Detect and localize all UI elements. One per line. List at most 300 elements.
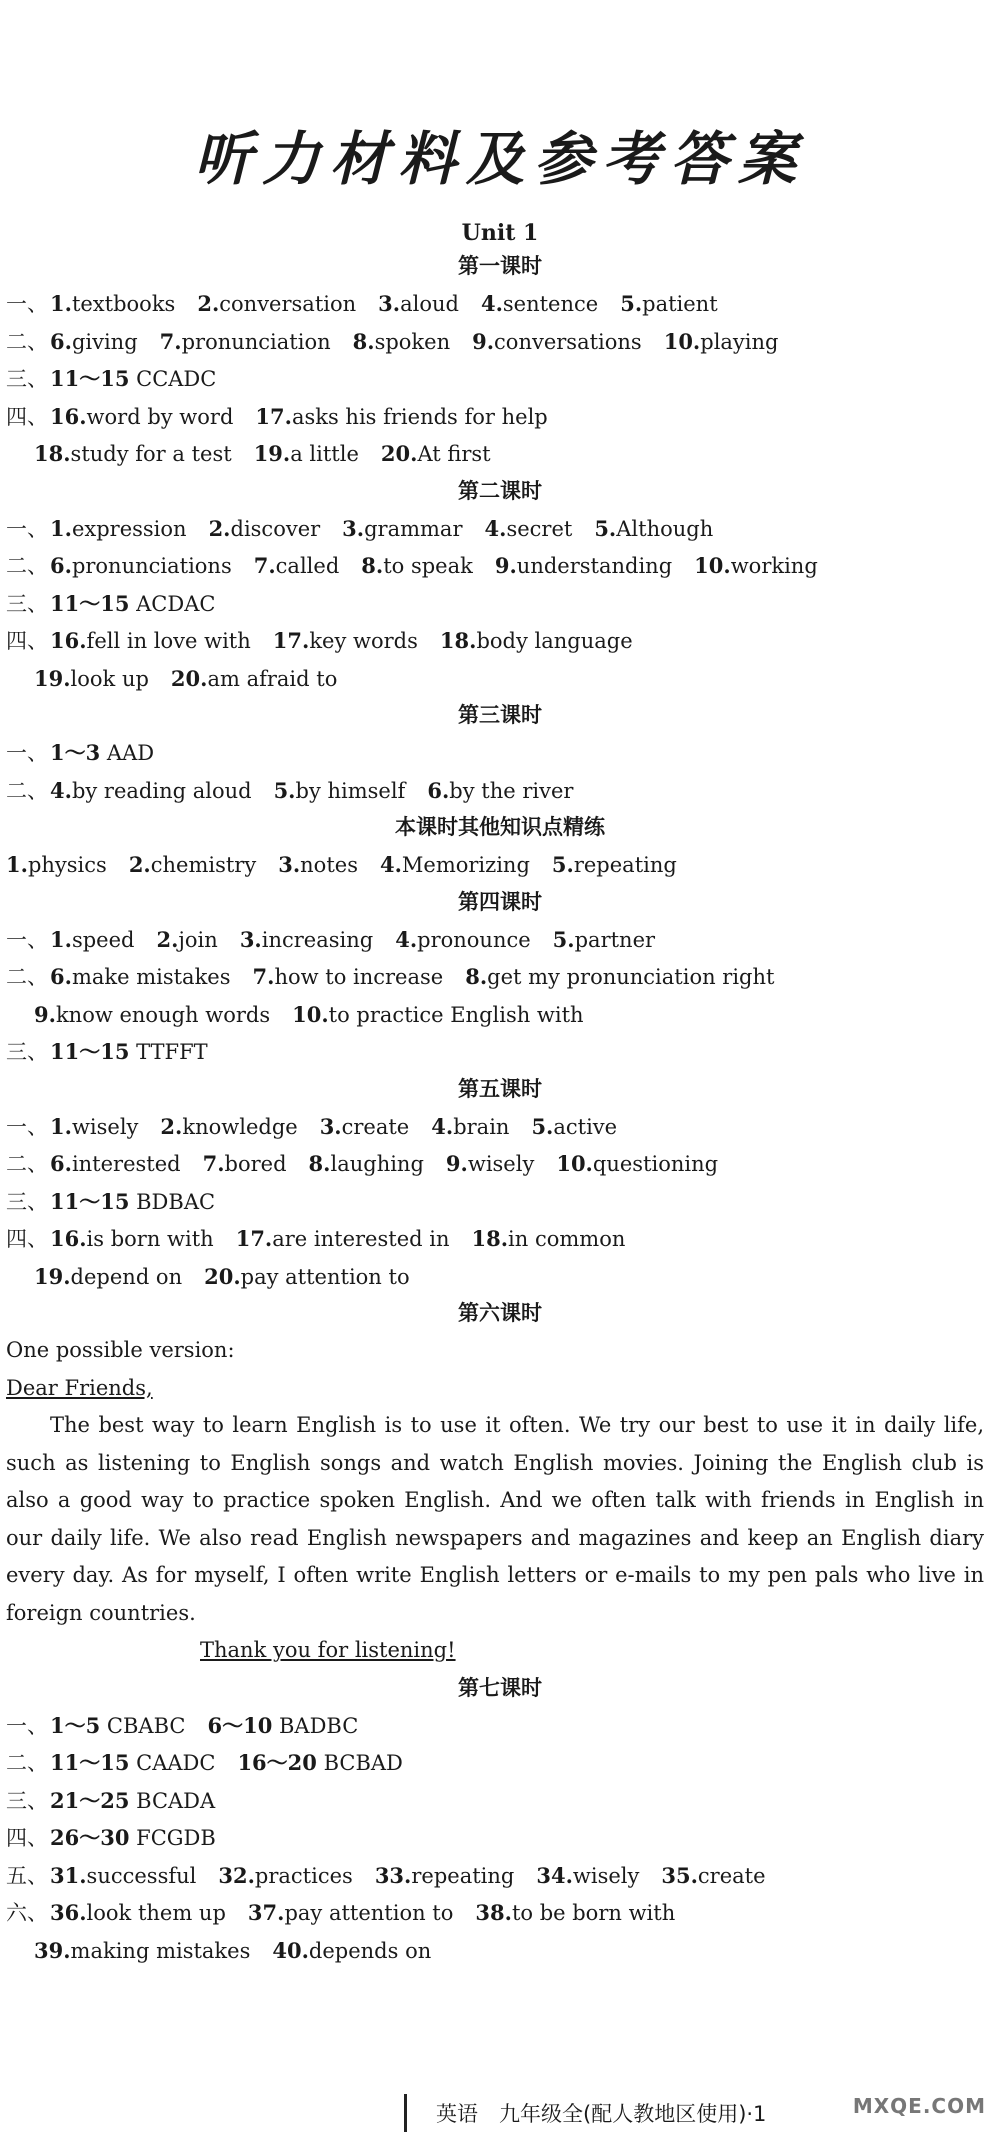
answer-item [50,1190,215,1214]
answer-text: making mistakes [70,1938,251,1963]
question-group-label: 三、 [6,1040,48,1064]
question-number: 31. [50,1862,87,1888]
question-number: 5. [620,291,643,316]
question-number: 8. [352,328,375,354]
answer-item [446,1152,534,1176]
lesson-heading: 第四课时 [458,889,542,914]
question-number: 7. [159,328,182,354]
question-number: 10. [663,328,701,354]
question-group-label: 二、 [6,1152,48,1176]
answer-row [0,435,1000,473]
answer-row [0,1707,1000,1745]
question-number: 11～15 [50,1750,130,1775]
question-number: 35. [661,1862,698,1888]
answer-row [0,846,1000,884]
answer-item [160,330,331,354]
answer-text: make mistakes [71,965,231,989]
answer-item [50,1115,138,1139]
answer-text: study for a test [70,442,232,466]
essay-closing: Thank you for listening! [200,1638,456,1662]
answer-row [0,1033,1000,1071]
answer-text: to practice English with [328,1002,584,1027]
essay-body: The best way to learn English is to use it often. We try our best to use it in daily life, such as listening to English songs and watch English movies. Joining the English club is also a good way to practice spoken English. And we often talk with friends in English in our daily life. We also read English newspapers and magazines and keep an English diary every day. As for myself, I often write English letters or e-mails to my pen pals who live in foreign countries. [6,1413,984,1625]
question-number: 3. [319,1113,342,1139]
answer-item [50,517,187,541]
question-number: 9. [472,328,495,354]
question-number: 4. [484,515,507,541]
answer-row [0,1932,1000,1970]
answer-text: AAD [100,741,155,765]
question-group-label: 二、 [6,329,48,354]
answer-row [0,510,1000,548]
question-number: 38. [475,1900,512,1925]
question-number: 20. [204,1263,241,1289]
answer-text: wisely [572,1863,640,1888]
answer-text: CCADC [129,367,217,391]
answer-row [0,1744,1000,1782]
unit-title: Unit 1 [461,220,539,246]
question-number: 33. [374,1862,412,1888]
answer-text: textbooks [71,292,176,316]
question-group-label: 二、 [6,778,48,803]
answer-text: bored [224,1152,287,1176]
answer-text: depend on [70,1264,183,1289]
question-number: 6. [50,964,72,989]
question-number: 19. [34,665,71,691]
answer-item [694,554,818,578]
question-number: 11～15 [50,1188,130,1214]
answer-item [50,554,232,578]
answer-text: am afraid to [207,666,338,691]
answer-item [253,965,444,989]
question-number: 2. [156,926,179,952]
answer-item [255,405,547,429]
answer-row [0,398,1000,436]
question-group-label: 四、 [6,1826,48,1850]
answer-item [50,1826,216,1850]
answer-text: discover [230,516,321,541]
answer-text: conversation [219,292,357,316]
question-number: 6～10 [207,1712,273,1738]
answer-text: depends on [308,1938,432,1963]
question-number: 18. [34,441,71,466]
question-number: 7. [252,964,275,989]
answer-text: practices [254,1863,353,1888]
answer-text: speed [71,927,135,952]
answer-text: giving [71,329,138,354]
answer-text: conversations [494,329,642,354]
question-number: 8. [308,1151,331,1176]
question-number: 11～15 [50,366,130,391]
answer-item [531,1115,617,1139]
answer-text: BDBAC [129,1189,216,1214]
answer-item [50,405,233,429]
answer-item [553,928,655,952]
answer-text: word by word [86,404,234,429]
question-group-label: 四、 [6,1227,48,1251]
question-group-label: 一、 [6,292,48,316]
answer-item [209,517,321,541]
answer-item [552,853,677,877]
page-title: 听力材料及参考答案 [193,125,806,193]
answer-text: BCADA [129,1788,216,1813]
question-number: 10. [292,1001,329,1027]
answer-item [254,554,340,578]
answer-item [427,779,573,803]
answer-text: successful [86,1863,197,1888]
answer-item [375,1864,515,1888]
answer-item [481,292,598,316]
answer-row [0,772,1000,810]
answer-row [0,1220,1000,1258]
answer-text: to speak [383,554,473,578]
question-group-label: 四、 [6,629,48,653]
answer-text: grammar [364,516,463,541]
question-number: 6. [50,328,72,354]
question-number: 2. [128,852,151,877]
answer-item [272,1939,431,1963]
question-number: 34. [536,1862,573,1888]
question-number: 2. [208,515,231,541]
answer-text: pronunciation [181,329,331,354]
footer-text: 英语 九年级全(配人教地区使用)·1 [436,2102,767,2126]
question-number: 3. [278,852,301,877]
answer-item [50,741,154,765]
answer-text: look up [70,666,149,691]
question-number: 17. [272,628,310,653]
answer-item [465,965,774,989]
lesson-heading: 第二课时 [458,478,542,503]
answer-item [50,779,252,803]
answer-text: ACDAC [129,591,216,616]
answer-row [0,585,1000,623]
answer-row [0,1782,1000,1820]
sample-essay [0,1332,1000,1670]
answer-text: repeating [411,1863,515,1888]
answer-text: asks his friends for help [291,404,548,429]
answer-item [160,1115,297,1139]
lesson-heading: 本课时其他知识点精练 [395,815,605,839]
answer-item [485,517,573,541]
question-number: 9. [494,553,517,578]
question-number: 2. [197,291,220,316]
answer-item [320,1115,410,1139]
answer-item [353,330,450,354]
answer-text: physics [27,853,107,877]
answer-text: create [341,1114,410,1139]
answer-text: laughing [330,1152,424,1176]
question-number: 16. [50,628,87,653]
answer-item [661,1864,765,1888]
essay-intro: One possible version: [6,1338,235,1362]
answer-item [50,1040,208,1064]
answer-text: pay attention to [240,1264,410,1289]
answer-row [0,1145,1000,1183]
answer-item [278,853,358,877]
answer-text: brain [453,1114,510,1139]
answer-item [171,667,337,691]
question-group-label: 二、 [6,965,48,989]
answer-item [273,629,418,653]
answer-text: sentence [502,292,599,316]
answer-text: wisely [467,1152,535,1176]
answer-item [50,330,138,354]
question-number: 8. [361,553,384,578]
answer-text: secret [506,516,573,541]
question-number: 6. [50,1151,72,1176]
question-number: 11～15 [50,1039,130,1064]
answer-item [664,330,779,354]
answer-item [240,928,373,952]
question-number: 8. [465,964,488,989]
answer-row [0,996,1000,1034]
answer-row [0,1894,1000,1932]
answer-row [0,1258,1000,1296]
answer-text: how to increase [274,965,444,989]
question-number: 6. [50,553,72,578]
question-number: 21～25 [50,1787,130,1813]
question-number: 36. [50,1900,87,1925]
question-number: 7. [202,1151,225,1176]
answer-row [0,1819,1000,1857]
question-number: 37. [247,1900,285,1925]
answer-text: CBABC [100,1713,186,1738]
answer-item [556,1152,718,1176]
answer-item [50,1789,215,1813]
answer-text: partner [574,927,656,952]
question-number: 5. [273,777,296,803]
answer-item [50,292,175,316]
question-number: 32. [218,1862,255,1888]
footer-divider [404,2094,407,2132]
answer-text: join [178,927,218,952]
question-number: 10. [556,1151,593,1176]
answer-text: expression [71,516,187,541]
answer-text: Although [616,516,714,541]
question-number: 17. [235,1226,273,1251]
question-number: 9. [445,1151,468,1176]
answer-item [236,1227,450,1251]
lesson-heading: 第六课时 [458,1301,542,1325]
question-number: 5. [594,515,617,541]
answer-text: by himself [295,778,406,803]
question-number: 6. [427,777,450,803]
question-group-label: 一、 [6,927,48,952]
answer-item [440,629,633,653]
answer-item [203,1152,287,1176]
answer-text: TTFFT [129,1040,208,1064]
question-number: 20. [380,441,418,466]
question-group-label: 五、 [6,1863,48,1888]
question-number: 16. [50,403,87,429]
question-group-label: 三、 [6,591,48,616]
question-number: 1. [50,515,72,541]
question-number: 3. [378,291,401,316]
answer-text: get my pronunciation right [487,965,775,989]
answer-item [594,517,713,541]
answer-row [0,921,1000,959]
question-number: 7. [253,553,276,578]
answer-text: questioning [592,1152,719,1176]
answer-row [0,547,1000,585]
answer-text: pronounce [417,927,531,952]
answer-text: aloud [400,292,459,316]
answer-text: BCBAD [316,1751,403,1775]
page-footer [0,2094,1000,2134]
answer-item [378,292,459,316]
answer-item [34,667,149,691]
answer-text: repeating [573,853,677,877]
answer-text: by the river [449,778,574,803]
question-number: 1～3 [50,740,101,765]
answer-text: understanding [516,554,673,578]
question-number: 11～15 [50,590,130,616]
answer-text: body language [476,629,633,653]
answer-text: look them up [86,1901,226,1925]
answer-text: Memorizing [401,853,530,877]
question-group-label: 三、 [6,367,48,391]
answer-item [495,554,672,578]
answer-item [361,554,473,578]
question-number: 4. [480,291,503,316]
question-group-label: 六、 [6,1901,48,1925]
answer-item [50,1901,226,1925]
answer-item [536,1864,639,1888]
answer-item [34,1265,182,1289]
answer-content [0,248,1000,1969]
answer-item [50,1864,196,1888]
answer-item [50,1751,215,1775]
answer-text: is born with [86,1227,214,1251]
answer-item [50,629,251,653]
question-group-label: 三、 [6,1189,48,1214]
answer-text: know enough words [55,1002,271,1027]
answer-item [50,592,215,616]
answer-item [620,292,717,316]
question-group-label: 三、 [6,1788,48,1813]
answer-item [156,928,217,952]
answer-text: key words [309,629,418,653]
answer-item [50,1152,181,1176]
answer-row [0,360,1000,398]
answer-item [6,853,107,877]
answer-text: fell in love with [86,629,251,653]
question-number: 1. [50,926,72,952]
answer-item [292,1003,583,1027]
question-group-label: 一、 [6,741,48,765]
answer-text: a little [290,442,359,466]
answer-text: wisely [71,1114,139,1139]
question-number: 16～20 [237,1750,317,1775]
answer-row [0,958,1000,996]
question-number: 5. [552,926,575,952]
answer-row [0,734,1000,772]
answer-item [274,779,406,803]
answer-text: patient [642,292,718,316]
question-number: 2. [160,1113,183,1139]
answer-row [0,323,1000,361]
answer-item [34,1939,250,1963]
question-number: 4. [50,777,72,803]
answer-text: in common [508,1227,626,1251]
question-number: 4. [379,852,402,877]
answer-text: by reading aloud [71,778,252,803]
watermark: MXQE.COM [852,2094,986,2118]
answer-text: are interested in [272,1227,450,1251]
answer-item [472,1227,626,1251]
answer-text: At first [417,442,491,466]
question-number: 4. [431,1113,454,1139]
answer-item [248,1901,453,1925]
answer-item [129,853,256,877]
answer-text: increasing [261,927,374,952]
answer-item [207,1714,358,1738]
question-number: 19. [253,441,291,466]
answer-text: knowledge [182,1114,298,1139]
question-number: 1～5 [50,1712,101,1738]
lesson-heading: 第一课时 [458,254,542,278]
answer-item [50,1714,185,1738]
answer-item [431,1115,509,1139]
answer-text: notes [300,853,358,877]
answer-item [381,442,491,466]
question-number: 9. [34,1001,56,1027]
essay-greeting-line [0,1370,1000,1408]
answer-item [218,1864,352,1888]
answer-item [475,1901,675,1925]
answer-row [0,660,1000,698]
answer-text: spoken [374,329,451,354]
answer-text: CAADC [129,1751,216,1775]
answer-text: working [730,554,818,578]
answer-text: create [697,1863,766,1888]
question-number: 1. [6,852,28,877]
answer-row [0,622,1000,660]
question-number: 10. [694,553,731,578]
question-group-label: 一、 [6,1713,48,1738]
question-number: 3. [239,926,262,952]
question-group-label: 一、 [6,1114,48,1139]
answer-item [254,442,359,466]
answer-item [472,330,642,354]
question-number: 4. [395,926,418,952]
question-number: 19. [34,1263,71,1289]
answer-text: playing [700,329,779,354]
question-number: 20. [170,665,208,691]
question-group-label: 四、 [6,404,48,429]
lesson-heading: 第七课时 [458,1675,542,1700]
answer-item [50,928,134,952]
question-number: 18. [439,628,477,653]
essay-greeting: Dear Friends, [6,1375,153,1400]
answer-item [380,853,530,877]
question-number: 16. [50,1226,87,1251]
answer-item [34,1003,270,1027]
essay-closing-line [0,1632,1000,1670]
answer-item [309,1152,424,1176]
answer-text: pay attention to [284,1901,454,1925]
answer-row [0,1183,1000,1221]
answer-text: interested [71,1152,181,1176]
answer-text: active [553,1114,618,1139]
question-number: 5. [531,1113,554,1139]
answer-row [0,285,1000,323]
answer-row [0,1857,1000,1895]
answer-item [342,517,462,541]
question-group-label: 一、 [6,516,48,541]
answer-text: chemistry [150,853,257,877]
answer-item [50,367,216,391]
